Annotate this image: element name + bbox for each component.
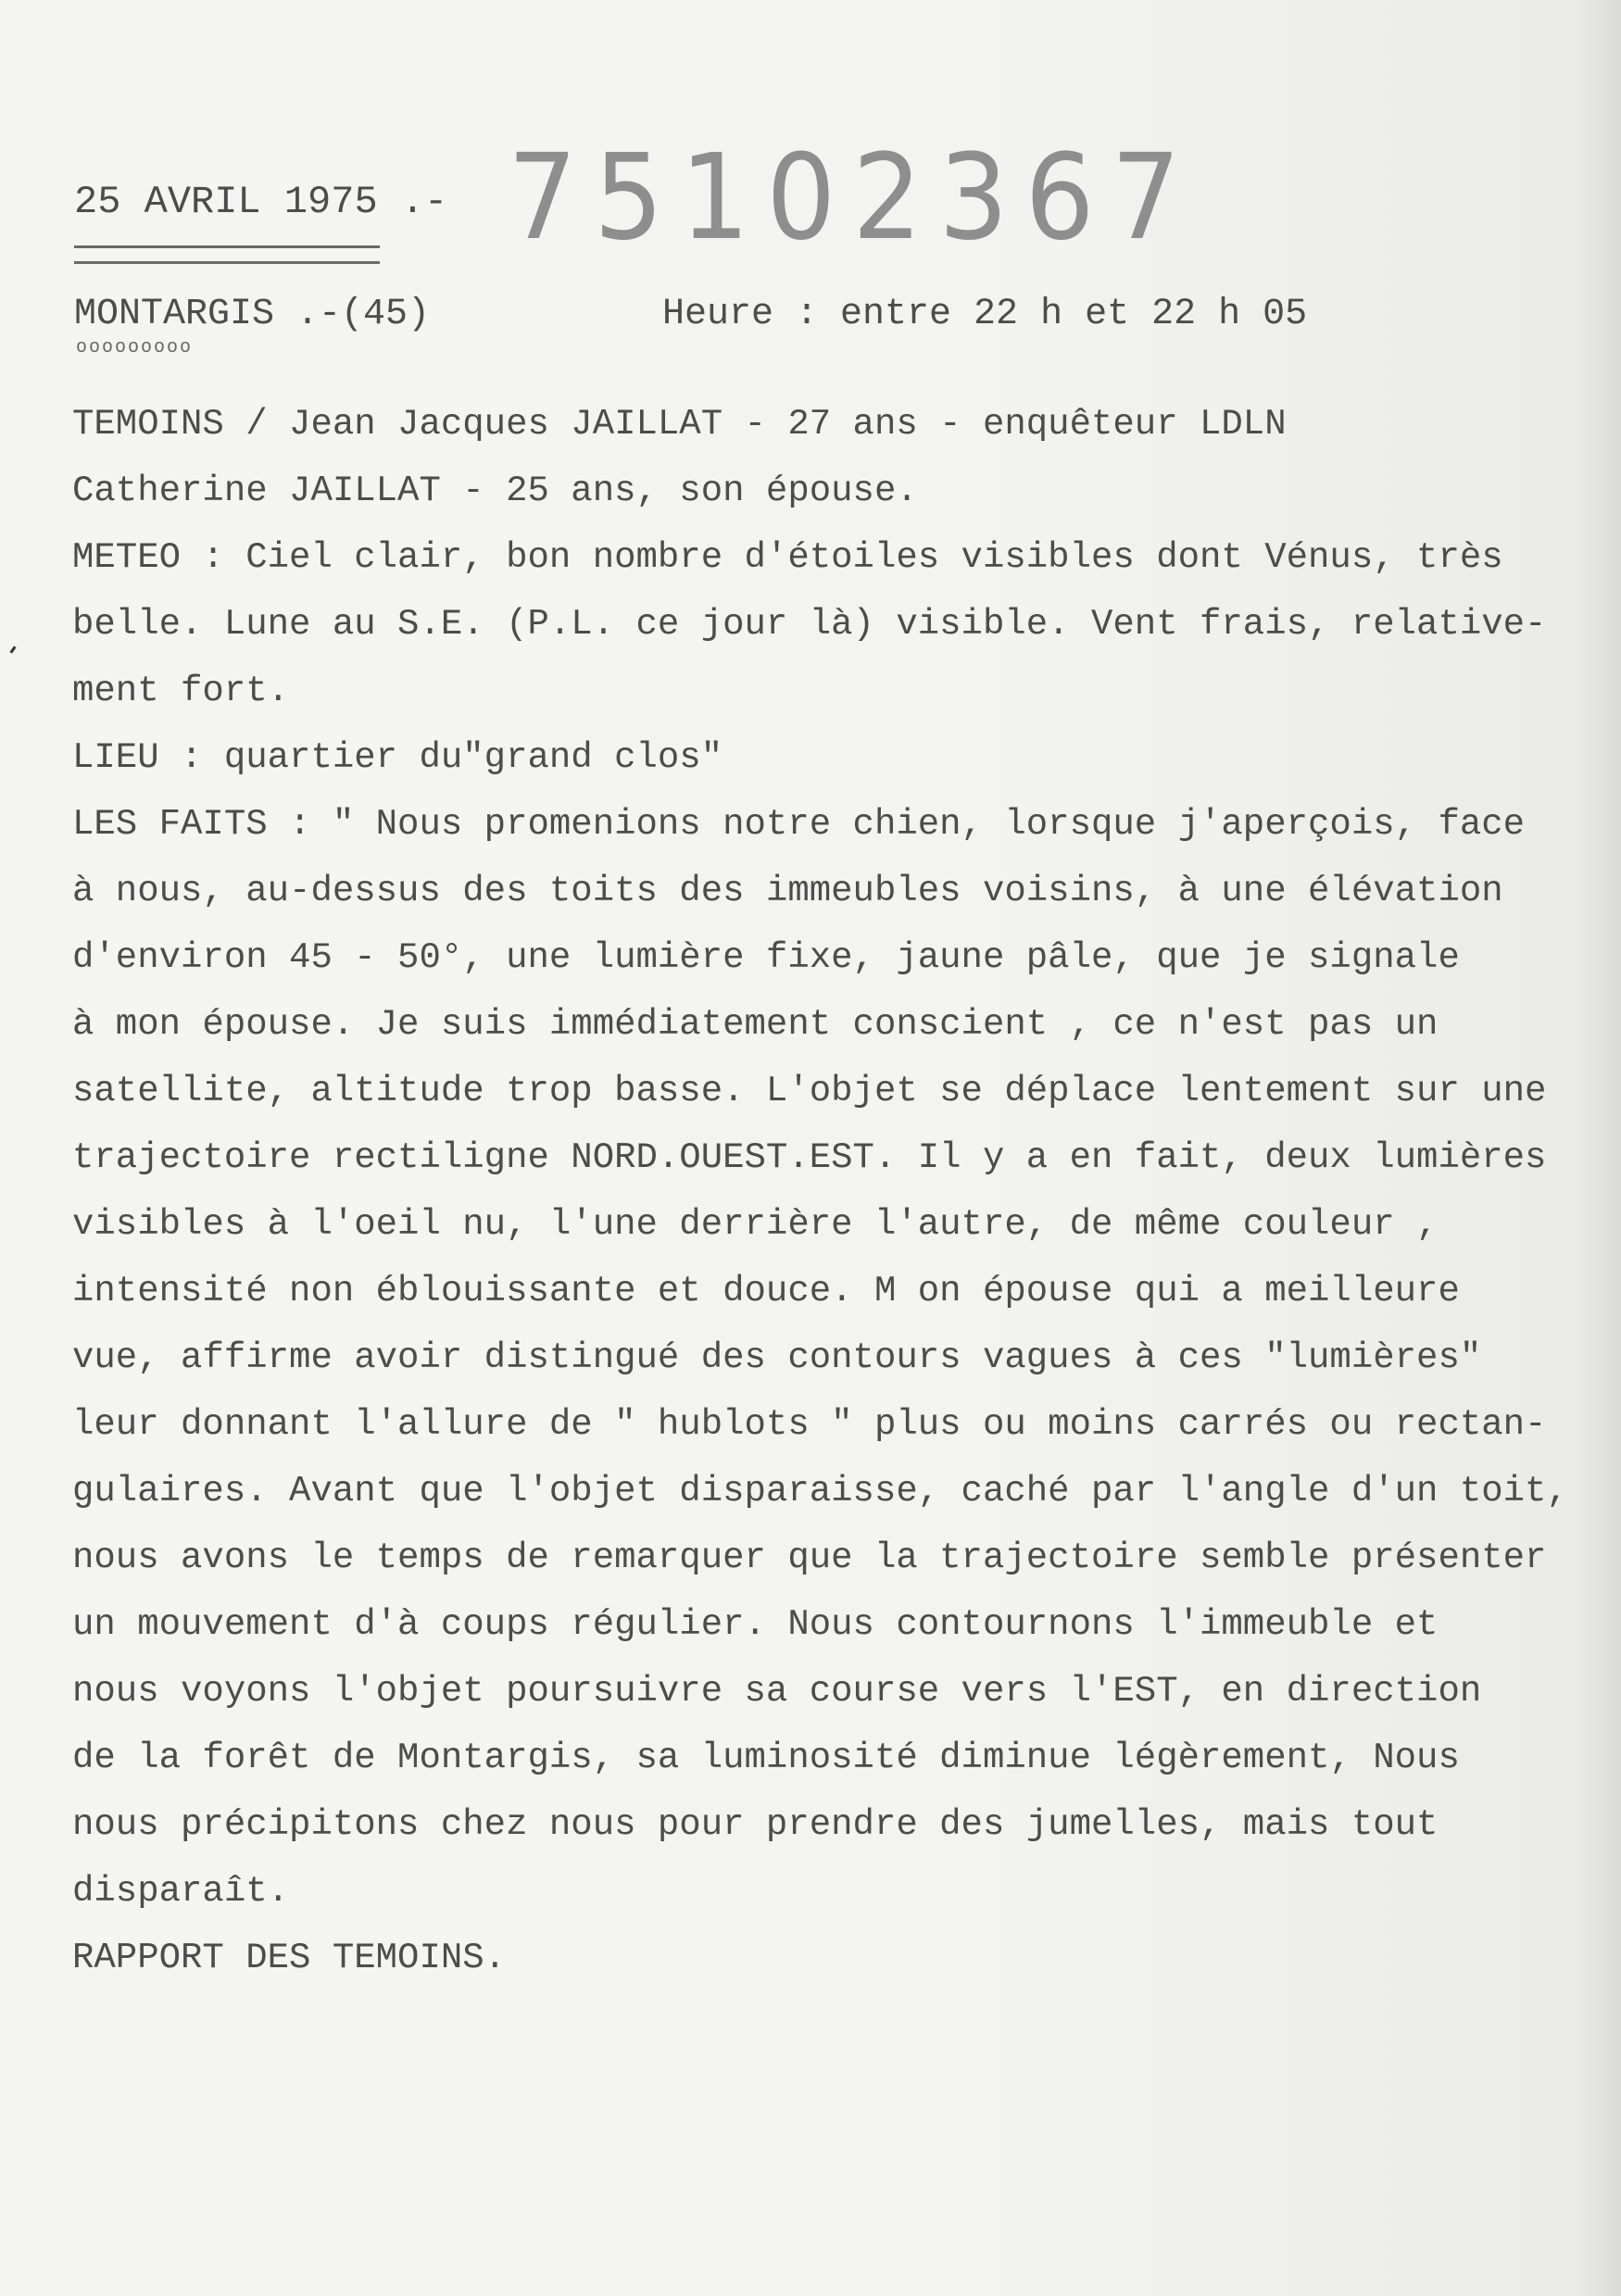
body-line: d'environ 45 - 50°, une lumière fixe, jaune pâle, que je signale — [72, 937, 1460, 978]
body-line: à mon épouse. Je suis immédiatement conscient , ce n'est pas un — [72, 1004, 1439, 1045]
body-line: nous avons le temps de remarquer que la trajectoire semble présenter — [72, 1537, 1547, 1578]
body-line: LIEU : quartier du"grand clos" — [72, 737, 723, 778]
body-line: de la forêt de Montargis, sa luminosité diminue légèrement, Nous — [72, 1738, 1460, 1778]
body-line: LES FAITS : " Nous promenions notre chien, lorsque j'aperçois, face — [72, 804, 1526, 845]
time-heading: Heure : entre 22 h et 22 h 05 — [662, 294, 1308, 335]
body-line: ment fort. — [72, 671, 290, 711]
margin-mark — [9, 646, 16, 653]
report-signoff: RAPPORT DES TEMOINS. — [72, 1938, 507, 1978]
body-line: à nous, au-dessus des toits des immeubles voisins, à une élévation — [72, 871, 1503, 911]
body-line: disparaît. — [72, 1871, 290, 1912]
body-line: METEO : Ciel clair, bon nombre d'étoiles visibles dont Vénus, très — [72, 537, 1503, 578]
body-line: nous précipitons chez nous pour prendre des jumelles, mais tout — [72, 1804, 1439, 1845]
body-line: intensité non éblouissante et douce. M on épouse qui a meilleure — [72, 1271, 1460, 1311]
body-line: nous voyons l'objet poursuivre sa course vers l'EST, en direction — [72, 1671, 1482, 1712]
body-line: Catherine JAILLAT - 25 ans, son épouse. — [72, 470, 918, 511]
body-line: visibles à l'oeil nu, l'une derrière l'autre, de même couleur , — [72, 1204, 1439, 1245]
body-line: satellite, altitude trop basse. L'objet se déplace lentement sur une — [72, 1071, 1547, 1111]
body-line: vue, affirme avoir distingué des contours vagues à ces "lumières" — [72, 1337, 1482, 1378]
body-line: trajectoire rectiligne NORD.OUEST.EST. Il y a en fait, deux lumières — [72, 1137, 1547, 1178]
body-line: leur donnant l'allure de " hublots " plus ou moins carrés ou rectan- — [72, 1404, 1547, 1445]
location-underline: ooooooooo — [76, 337, 194, 358]
body-line: gulaires. Avant que l'objet disparaisse, caché par l'angle d'un toit, — [72, 1471, 1568, 1512]
page-edge-shadow — [1575, 0, 1621, 2296]
date-double-underline — [74, 245, 380, 264]
body-line: un mouvement d'à coups régulier. Nous contournons l'immeuble et — [72, 1604, 1439, 1645]
case-number-stamp: 75102367 — [508, 128, 1198, 267]
body-line: belle. Lune au S.E. (P.L. ce jour là) visible. Vent frais, relative- — [72, 604, 1547, 645]
body-line: TEMOINS / Jean Jacques JAILLAT - 27 ans - enquêteur LDLN — [72, 404, 1287, 445]
report-date: 25 AVRIL 1975 .- — [74, 180, 448, 224]
location-heading: MONTARGIS .-(45) — [74, 294, 431, 335]
